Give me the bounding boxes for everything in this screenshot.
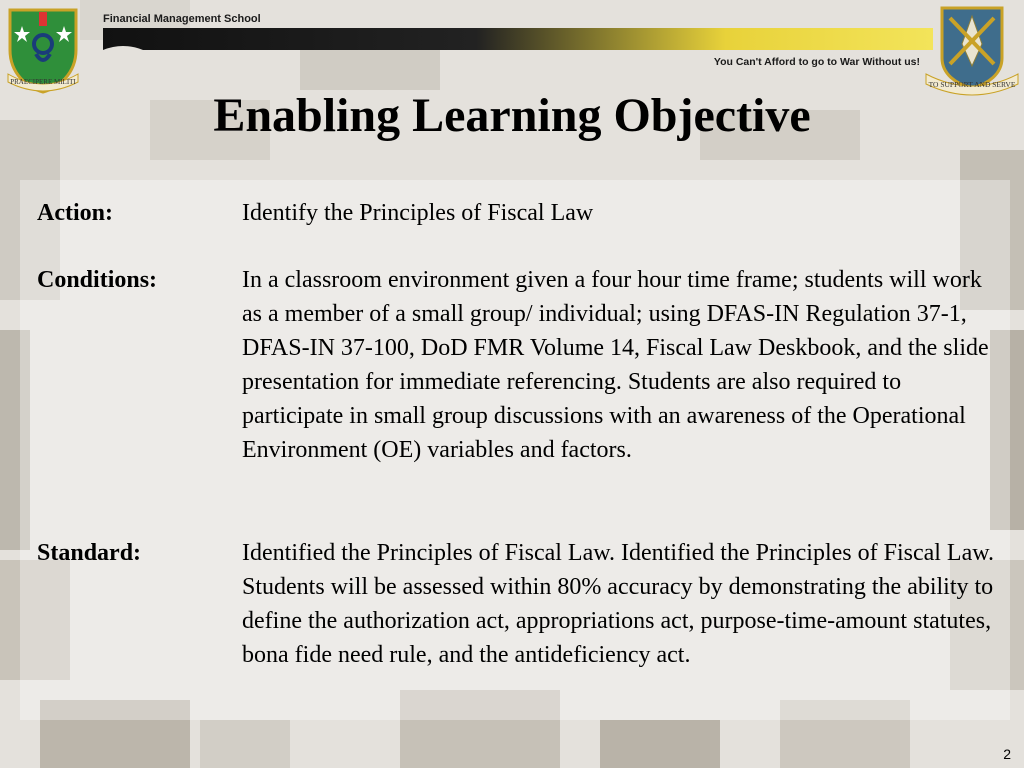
objective-label: Conditions: bbox=[37, 267, 158, 293]
objective-text: Identify the Principles of Fiscal Law bbox=[242, 200, 594, 226]
objective-label: Action: bbox=[37, 200, 113, 226]
page-number: 2 bbox=[1003, 746, 1011, 762]
objective-text: Identified the Principles of Fiscal Law. Identified the Principles of Fiscal Law. Students will be assessed within 80% accuracy by demonstrating the ability to define the authorization act, appropriations act, purpose-time-amount statutes, bona fide need rule, and the antideficiency act. bbox=[242, 540, 995, 668]
header-motto: You Can't Afford to go to War Without us! bbox=[713, 56, 920, 68]
svg-text:PRAECIPERE MILITI: PRAECIPERE MILITI bbox=[10, 78, 76, 86]
right-unit-crest-icon bbox=[922, 4, 1022, 96]
slide-title: Enabling Learning Objective bbox=[213, 89, 811, 142]
school-name: Financial Management School bbox=[103, 13, 261, 25]
header-bar bbox=[103, 28, 933, 50]
objective-text: In a classroom environment given a four hour time frame; students will work as a member of a small group/ individual; using DFAS-IN Regulation 37-1, DFAS-IN 37-100, DoD FMR Volume 14, Fiscal Law Deskbook, and the slide presentation for immediate referencing. Students are also required to participate in small group discussions with an awareness of the Operational Environment (OE) variables and factors. bbox=[242, 267, 989, 463]
left-unit-crest-icon bbox=[6, 4, 80, 94]
objective-label: Standard: bbox=[37, 540, 142, 566]
svg-text:TO SUPPORT AND SERVE: TO SUPPORT AND SERVE bbox=[928, 80, 1016, 89]
